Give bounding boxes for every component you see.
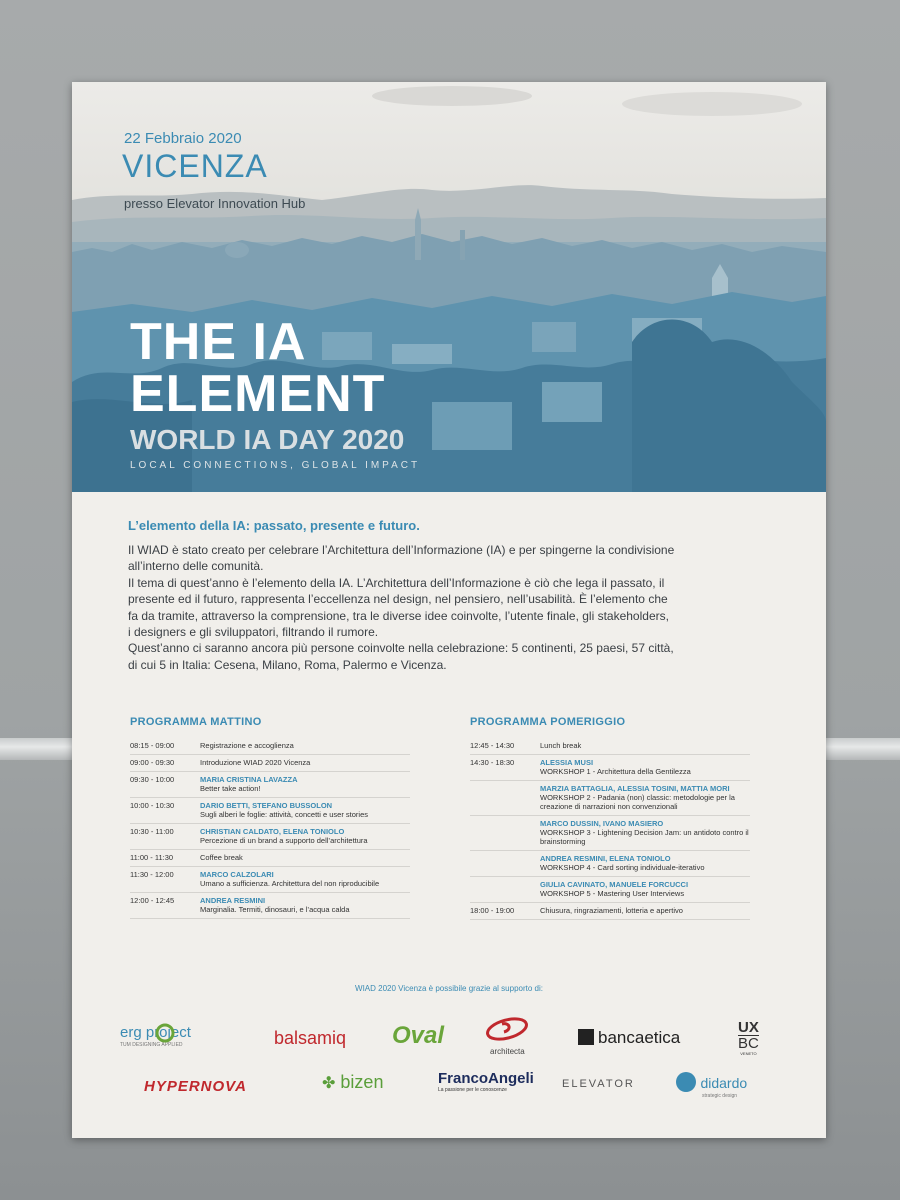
didardo-label: didardo: [700, 1075, 748, 1091]
event-subtitle: WORLD IA DAY 2020: [130, 424, 405, 455]
schedule-speakers: DARIO BETTI, STEFANO BUSSOLON: [200, 801, 333, 810]
sponsor-balsamiq: balsamiq: [274, 1028, 347, 1048]
intro-line: all’interno delle comunità.: [128, 559, 264, 574]
intro-line: i designers e gli sviluppatori, filtrando il rumore.: [128, 625, 379, 640]
schedule-speakers: MARCO DUSSIN, IVANO MASIERO: [540, 819, 664, 828]
schedule-time: 08:15 - 09:00: [130, 741, 175, 750]
schedule-time: 18:00 - 19:00: [470, 906, 515, 915]
schedule-row: [470, 738, 750, 755]
architecta-swirl-icon: [484, 1016, 530, 1042]
schedule-text: Sugli alberi le foglie: attività, concetti e user stories: [200, 810, 368, 819]
schedule-row: [470, 755, 750, 781]
intro-line: presente ed il futuro, rappresenta l’eccellenza nel design, nel pensiero, nell’usabilità. È l’elemento che: [128, 592, 668, 607]
schedule-body: [540, 906, 750, 915]
schedule-speakers: ANDREA RESMINI, ELENA TONIOLO: [540, 854, 671, 863]
sponsor-architecta: [484, 1016, 530, 1056]
schedule-body: [200, 896, 410, 914]
intro-line: Quest’anno ci saranno ancora più persone coinvolte nella celebrazione: 5 continenti, 25 paesi, 57 città,: [128, 641, 674, 656]
sponsor-uxbc: [738, 1020, 759, 1057]
schedule-row: [130, 738, 410, 755]
sponsor-francoangeli: [438, 1070, 534, 1093]
afternoon-heading: PROGRAMMA POMERIGGIO: [470, 716, 626, 728]
schedule-body: [200, 775, 410, 793]
schedule-text: Marginalia. Termiti, dinosauri, e l’acqua calda: [200, 905, 350, 914]
sponsor-hypernova: HYPERNOVA: [144, 1078, 247, 1095]
schedule-body: [540, 819, 750, 846]
event-venue: presso Elevator Innovation Hub: [124, 196, 306, 211]
schedule-row: [470, 877, 750, 903]
uxbc-top: UX: [738, 1019, 759, 1036]
morning-heading: PROGRAMMA MATTINO: [130, 716, 262, 728]
schedule-body: [200, 870, 410, 888]
event-date: 22 Febbraio 2020: [124, 130, 242, 147]
intro-heading: L’elemento della IA: passato, presente e futuro.: [128, 518, 420, 533]
schedule-speakers: CHRISTIAN CALDATO, ELENA TONIOLO: [200, 827, 345, 836]
schedule-text: WORKSHOP 3 - Lightening Decision Jam: un antidoto contro il brainstorming: [540, 828, 749, 846]
sponsor-bancaetica: [578, 1028, 680, 1048]
hero-cityscape: [72, 82, 826, 492]
architecta-label: architecta: [490, 1047, 525, 1056]
intro-line: Il WIAD è stato creato per celebrare l’Architettura dell’Informazione (IA) e per spingerne la condivisione: [128, 543, 675, 557]
schedule-text: Umano a sufficienza. Architettura del non riproducibile: [200, 879, 380, 888]
schedule-speakers: MARIA CRISTINA LAVAZZA: [200, 775, 298, 784]
schedule-text: WORKSHOP 2 - Padania (non) classic: metodologie per la creazione di narrazioni non convenzionali: [540, 793, 735, 811]
schedule-row: [130, 824, 410, 850]
schedule-time: 11:30 - 12:00: [130, 870, 174, 879]
uxbc-bottom: BC: [738, 1035, 759, 1052]
sponsor-bizen: [322, 1072, 383, 1093]
schedule-text: Introduzione WIAD 2020 Vicenza: [200, 758, 311, 767]
schedule-body: [540, 784, 750, 811]
schedule-text: Chiusura, ringraziamenti, lotteria e apertivo: [540, 906, 683, 915]
morning-schedule: [130, 738, 410, 919]
schedule-body: [200, 827, 410, 845]
schedule-text: WORKSHOP 1 - Architettura della Gentilezza: [540, 767, 691, 776]
intro-paragraph: [128, 542, 778, 673]
schedule-row: [470, 903, 750, 920]
schedule-text: Lunch break: [540, 741, 582, 750]
title-line-2: ELEMENT: [130, 365, 386, 423]
ergoproject-sub: TUM DESIGNING APPLIED: [120, 1042, 183, 1048]
ergoproject-ring-icon: [154, 1022, 176, 1044]
schedule-row: [470, 781, 750, 816]
schedule-time: 12:00 - 12:45: [130, 896, 175, 905]
schedule-time: 14:30 - 18:30: [470, 758, 515, 767]
schedule-text: Coffee break: [200, 853, 243, 862]
schedule-row: [470, 816, 750, 851]
schedule-text: WORKSHOP 4 - Card sorting individuale-iterativo: [540, 863, 705, 872]
schedule-body: [540, 741, 750, 750]
sponsor-oval: Oval: [392, 1022, 445, 1049]
schedule-row: [130, 755, 410, 772]
schedule-row: [130, 867, 410, 893]
schedule-body: [200, 853, 410, 862]
schedule-body: [200, 801, 410, 819]
schedule-time: 10:00 - 10:30: [130, 801, 175, 810]
schedule-body: [540, 758, 750, 776]
schedule-speakers: MARCO CALZOLARI: [200, 870, 274, 879]
sponsor-elevator: ELEVATOR: [562, 1078, 635, 1090]
schedule-time: 10:30 - 11:00: [130, 827, 174, 836]
francoangeli-label: FrancoAngeli: [438, 1070, 534, 1087]
schedule-body: [540, 880, 750, 898]
schedule-speakers: MARZIA BATTAGLIA, ALESSIA TOSINI, MATTIA MORI: [540, 784, 730, 793]
afternoon-schedule: [470, 738, 750, 920]
uxbc-sub: VENETO: [740, 1051, 757, 1056]
schedule-body: [540, 854, 750, 872]
schedule-row: [130, 798, 410, 824]
ergoproject-label: erg project: [120, 1024, 191, 1041]
bancaetica-mark-icon: [578, 1029, 594, 1045]
schedule-time: 09:00 - 09:30: [130, 758, 175, 767]
schedule-time: 09:30 - 10:00: [130, 775, 175, 784]
title-line-1: THE IA: [130, 313, 307, 371]
schedule-row: [130, 850, 410, 867]
sponsor-ergoproject: [120, 1024, 191, 1048]
schedule-speakers: ALESSIA MUSI: [540, 758, 594, 767]
support-text: WIAD 2020 Vicenza è possibile grazie al supporto di:: [355, 984, 543, 993]
francoangeli-sub: La passione per le conoscenze: [438, 1087, 507, 1093]
event-city: VICENZA: [122, 148, 268, 184]
didardo-sub: strategic design: [702, 1093, 738, 1099]
schedule-text: Percezione di un brand a supporto dell’architettura: [200, 836, 368, 845]
schedule-row: [470, 851, 750, 877]
schedule-text: Registrazione e accoglienza: [200, 741, 294, 750]
schedule-body: [200, 741, 410, 750]
intro-line: fa da tramite, attraverso la comprensione, tra le diverse idee coinvolte, l’utente finale, gli stakeholders,: [128, 608, 669, 623]
bizen-leaf-icon: ✤: [322, 1075, 336, 1092]
schedule-row: [130, 772, 410, 798]
schedule-body: [200, 758, 410, 767]
schedule-time: 11:00 - 11:30: [130, 853, 174, 862]
schedule-text: Better take action!: [200, 784, 261, 793]
intro-line: Il tema di quest’anno è l’elemento della IA. L’Architettura dell’Informazione è ciò che lega il passato, il: [128, 575, 665, 590]
bancaetica-label: bancaetica: [598, 1028, 681, 1047]
schedule-speakers: ANDREA RESMINI: [200, 896, 266, 905]
schedule-speakers: GIULIA CAVINATO, MANUELE FORCUCCI: [540, 880, 689, 889]
schedule-text: WORKSHOP 5 - Mastering User Interviews: [540, 889, 685, 898]
sponsor-didardo: [676, 1072, 747, 1099]
event-poster: [72, 82, 826, 1138]
schedule-row: [130, 893, 410, 919]
event-tagline: LOCAL CONNECTIONS, GLOBAL IMPACT: [130, 460, 421, 471]
schedule-time: 12:45 - 14:30: [470, 741, 515, 750]
intro-line: di cui 5 in Italia: Cesena, Milano, Roma, Palermo e Vicenza.: [128, 657, 447, 672]
bizen-label: bizen: [340, 1072, 384, 1092]
didardo-circle-icon: [676, 1072, 696, 1092]
